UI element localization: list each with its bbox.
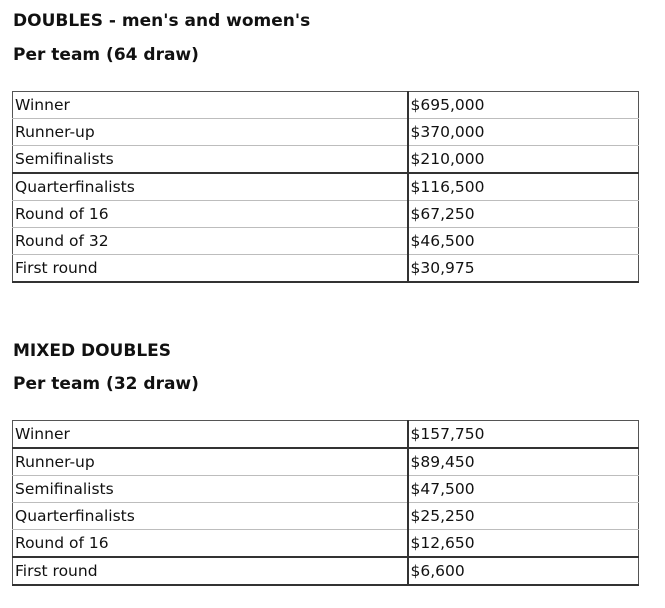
- amount-cell: $12,650: [408, 530, 639, 558]
- amount-cell: $370,000: [408, 119, 639, 146]
- doubles-prize-table: [12, 91, 639, 283]
- mixed-doubles-title: MIXED DOUBLES: [13, 341, 172, 361]
- table-row: [13, 119, 639, 146]
- mixed-doubles-subtitle: Per team (32 draw): [13, 374, 199, 394]
- table-row: [13, 228, 639, 255]
- round-cell: Semifinalists: [13, 476, 408, 503]
- amount-cell: $47,500: [408, 476, 639, 503]
- table-row: [13, 503, 639, 530]
- amount-cell: $25,250: [408, 503, 639, 530]
- amount-cell: $67,250: [408, 201, 639, 228]
- round-cell: Round of 32: [13, 228, 408, 255]
- doubles-subtitle: Per team (64 draw): [13, 45, 199, 65]
- round-cell: Quarterfinalists: [13, 173, 408, 201]
- table-row: [13, 476, 639, 503]
- round-cell: Round of 16: [13, 530, 408, 558]
- table-row: [13, 92, 639, 119]
- amount-cell: $89,450: [408, 448, 639, 476]
- doubles-title: DOUBLES - men's and women's: [13, 11, 311, 31]
- amount-cell: $116,500: [408, 173, 639, 201]
- table-row: [13, 448, 639, 476]
- round-cell: First round: [13, 255, 408, 283]
- table-row: [13, 146, 639, 174]
- round-cell: Quarterfinalists: [13, 503, 408, 530]
- round-cell: Semifinalists: [13, 146, 408, 174]
- round-cell: Runner-up: [13, 119, 408, 146]
- table-row: [13, 201, 639, 228]
- table-row: [13, 557, 639, 585]
- table-row: [13, 173, 639, 201]
- round-cell: First round: [13, 557, 408, 585]
- round-cell: Winner: [13, 421, 408, 449]
- amount-cell: $210,000: [408, 146, 639, 174]
- amount-cell: $46,500: [408, 228, 639, 255]
- amount-cell: $30,975: [408, 255, 639, 283]
- table-row: [13, 530, 639, 558]
- amount-cell: $695,000: [408, 92, 639, 119]
- table-row: [13, 421, 639, 449]
- amount-cell: $6,600: [408, 557, 639, 585]
- round-cell: Round of 16: [13, 201, 408, 228]
- table-row: [13, 255, 639, 283]
- mixed-doubles-prize-table: [12, 420, 639, 586]
- amount-cell: $157,750: [408, 421, 639, 449]
- round-cell: Runner-up: [13, 448, 408, 476]
- round-cell: Winner: [13, 92, 408, 119]
